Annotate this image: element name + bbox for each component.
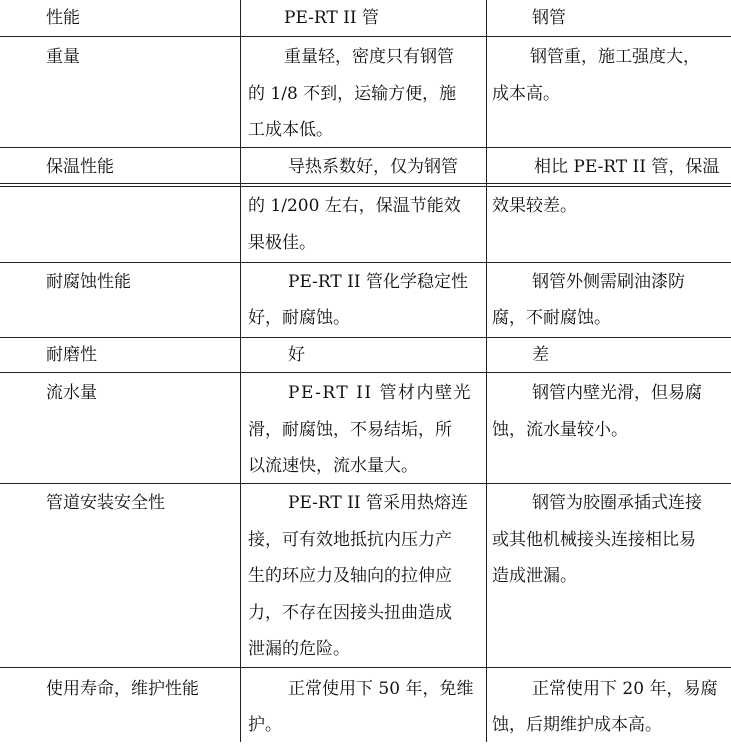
steel-line: 成本高。 (492, 83, 560, 104)
steel-line: 钢管重，施工强度大， (530, 47, 700, 67)
column-divider-2 (486, 0, 487, 742)
pert-line: PE-RT II 管材内壁光 (288, 383, 472, 403)
pert-line: 力，不存在因接头扭曲造成 (248, 602, 452, 623)
pert-line: 正常使用下 50 年，免维 (288, 679, 474, 699)
header-cell-steel-pipe: 钢管 (532, 8, 566, 28)
pert-line: 泄漏的危险。 (248, 639, 350, 659)
steel-line: 蚀，流水量较小。 (492, 419, 628, 440)
row-divider (0, 337, 731, 338)
pert-line: 滑，耐腐蚀，不易结垢，所 (248, 419, 452, 440)
pert-line: 的 1/8 不到，运输方便，施 (248, 83, 457, 104)
pert-line: PE-RT II 管采用热熔连 (288, 493, 468, 513)
pert-line: 重量轻，密度只有钢管 (284, 47, 454, 67)
pert-line: 工成本低。 (248, 120, 333, 140)
header-cell-pert-pipe: PE-RT II 管 (284, 8, 379, 28)
pert-line: 导热系数好，仅为钢管 (288, 157, 458, 177)
pert-line: 以流速快，流水量大。 (248, 456, 418, 476)
steel-line: 造成泄漏。 (492, 566, 577, 586)
pert-line: 护。 (248, 715, 282, 735)
steel-line: 正常使用下 20 年，易腐 (532, 679, 718, 699)
steel-line: 或其他机械接头连接相比易 (492, 529, 696, 550)
header-cell-property: 性能 (46, 8, 80, 28)
row-label: 耐磨性 (46, 345, 97, 365)
pert-line: 的 1/200 左右，保温节能效 (248, 196, 461, 216)
row-divider (0, 186, 731, 187)
column-divider-1 (240, 0, 241, 742)
steel-line: 钢管内壁光滑，但易腐 (532, 383, 702, 403)
steel-line: 差 (532, 345, 549, 365)
pert-line: 接，可有效地抵抗内压力产 (248, 529, 452, 550)
steel-line: 蚀，后期维护成本高。 (492, 715, 662, 735)
pert-line: PE-RT II 管化学稳定性 (288, 272, 468, 292)
pert-line: 生的环应力及轴向的拉伸应 (248, 566, 452, 586)
row-divider (0, 262, 731, 263)
pert-line: 好 (288, 345, 305, 365)
steel-line: 钢管外侧需刷油漆防 (532, 272, 685, 292)
row-label: 流水量 (46, 383, 97, 403)
steel-line: 腐，不耐腐蚀。 (492, 308, 611, 328)
row-label: 使用寿命，维护性能 (46, 679, 199, 699)
pert-line: 好，耐腐蚀。 (248, 308, 350, 328)
pert-line: 果极佳。 (248, 232, 316, 253)
row-label: 管道安装安全性 (46, 493, 165, 513)
steel-line: 相比 PE-RT II 管，保温 (534, 157, 720, 177)
row-divider (0, 667, 731, 668)
row-label: 耐腐蚀性能 (46, 272, 131, 292)
row-divider (0, 147, 731, 148)
row-label: 保温性能 (46, 157, 114, 177)
row-label: 重量 (46, 47, 80, 67)
steel-line: 效果较差。 (492, 196, 577, 216)
row-divider (0, 372, 731, 373)
steel-line: 钢管为胶圈承插式连接 (532, 493, 702, 513)
